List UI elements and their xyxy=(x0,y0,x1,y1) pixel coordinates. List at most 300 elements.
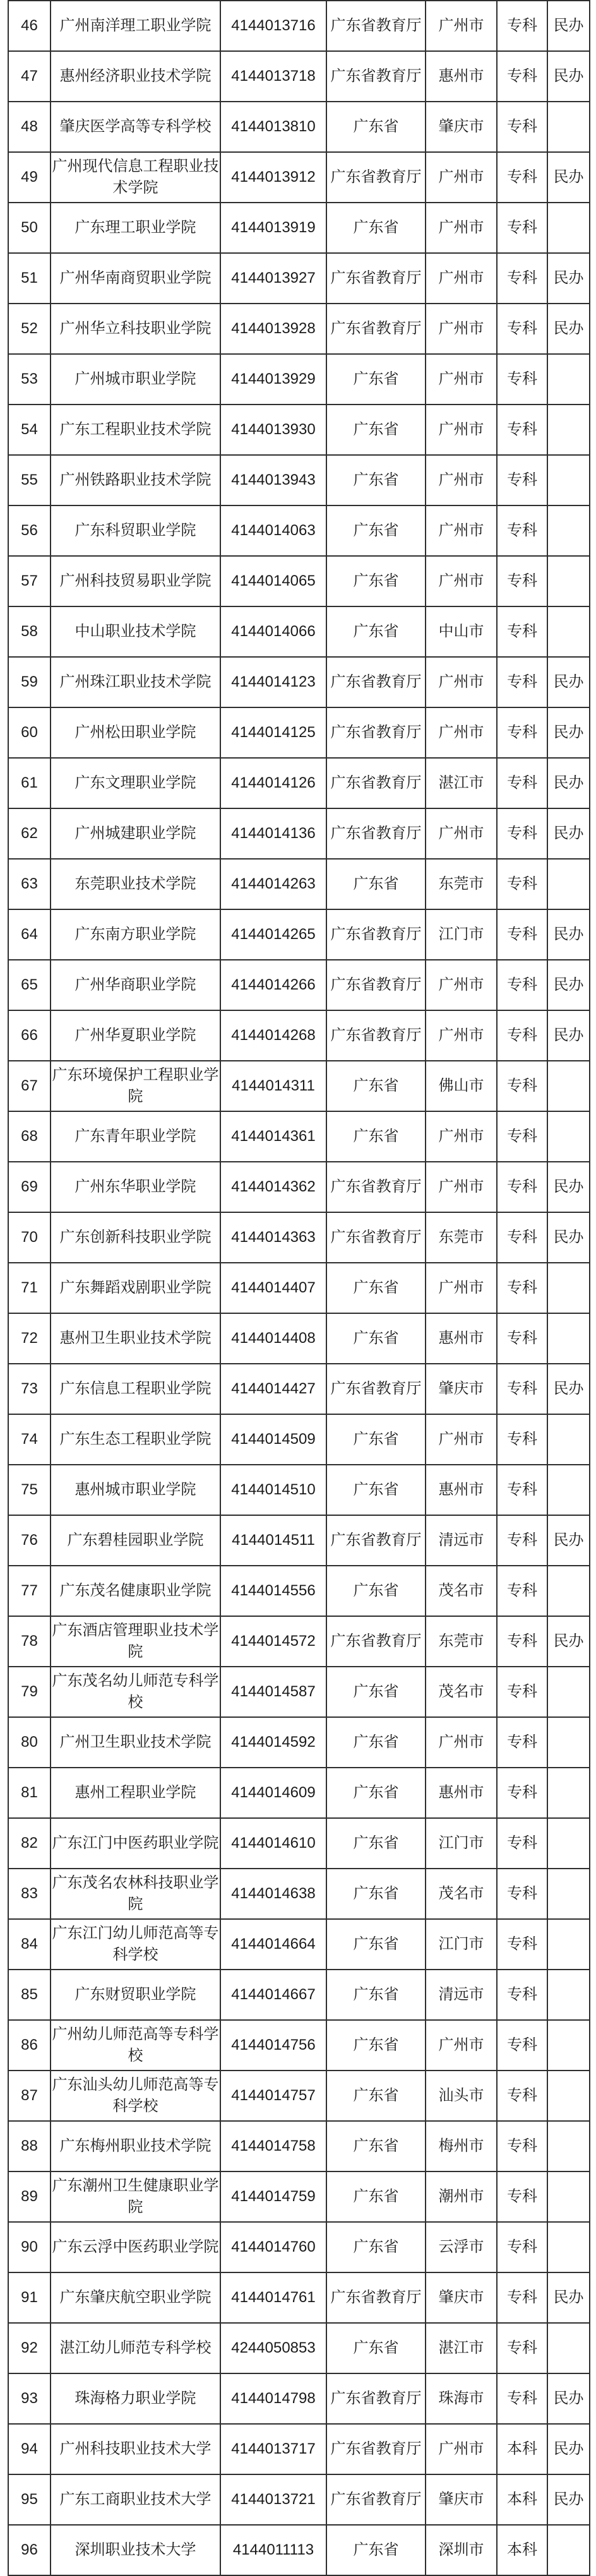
cell-authority: 广东省教育厅 xyxy=(326,1162,426,1212)
cell-city: 广州市 xyxy=(426,1263,497,1313)
table-row xyxy=(8,2525,590,2575)
cell-name: 广州南洋理工职业学院 xyxy=(51,1,220,51)
table-row xyxy=(8,2020,590,2071)
cell-level: 专科 xyxy=(497,2121,547,2171)
table-row xyxy=(8,152,590,203)
cell-ownership: 民办 xyxy=(547,2373,590,2424)
cell-level: 专科 xyxy=(497,2272,547,2323)
cell-authority: 广东省教育厅 xyxy=(326,304,426,354)
cell-seq: 78 xyxy=(8,1616,51,1667)
cell-name: 广州科技职业技术大学 xyxy=(51,2424,220,2474)
cell-level: 专科 xyxy=(497,1010,547,1061)
cell-authority: 广东省 xyxy=(326,1061,426,1111)
cell-ownership xyxy=(547,1818,590,1869)
cell-city: 广州市 xyxy=(426,505,497,556)
cell-level: 专科 xyxy=(497,354,547,405)
cell-seq: 88 xyxy=(8,2121,51,2171)
cell-authority: 广东省 xyxy=(326,556,426,606)
cell-code: 4144014427 xyxy=(220,1364,326,1414)
cell-name: 广州华南商贸职业学院 xyxy=(51,253,220,304)
table-row xyxy=(8,1111,590,1162)
cell-authority: 广东省 xyxy=(326,2071,426,2121)
cell-level: 专科 xyxy=(497,505,547,556)
cell-ownership xyxy=(547,455,590,505)
cell-ownership: 民办 xyxy=(547,253,590,304)
cell-ownership: 民办 xyxy=(547,1616,590,1667)
cell-code: 4144014408 xyxy=(220,1313,326,1364)
cell-code: 4144013930 xyxy=(220,405,326,455)
cell-name: 广州科技贸易职业学院 xyxy=(51,556,220,606)
cell-seq: 95 xyxy=(8,2474,51,2525)
cell-level: 专科 xyxy=(497,1970,547,2020)
table-row xyxy=(8,1717,590,1768)
cell-ownership: 民办 xyxy=(547,51,590,102)
cell-level: 专科 xyxy=(497,1515,547,1566)
cell-code: 4144014266 xyxy=(220,960,326,1010)
cell-ownership xyxy=(547,1061,590,1111)
cell-seq: 60 xyxy=(8,707,51,758)
cell-name: 广州城建职业学院 xyxy=(51,808,220,859)
cell-ownership xyxy=(547,606,590,657)
cell-name: 广东文理职业学院 xyxy=(51,758,220,808)
cell-city: 广州市 xyxy=(426,808,497,859)
cell-seq: 77 xyxy=(8,1566,51,1616)
cell-seq: 49 xyxy=(8,152,51,203)
cell-authority: 广东省教育厅 xyxy=(326,253,426,304)
table-row xyxy=(8,2121,590,2171)
cell-code: 4144014123 xyxy=(220,657,326,707)
cell-seq: 67 xyxy=(8,1061,51,1111)
cell-name: 广东酒店管理职业技术学院 xyxy=(51,1616,220,1667)
cell-level: 专科 xyxy=(497,1919,547,1970)
cell-city: 广州市 xyxy=(426,1,497,51)
cell-city: 茂名市 xyxy=(426,1869,497,1919)
cell-ownership: 民办 xyxy=(547,152,590,203)
cell-city: 广州市 xyxy=(426,405,497,455)
cell-city: 湛江市 xyxy=(426,2323,497,2373)
cell-city: 汕头市 xyxy=(426,2071,497,2121)
cell-level: 专科 xyxy=(497,707,547,758)
cell-level: 专科 xyxy=(497,606,547,657)
table-row xyxy=(8,203,590,253)
table-row xyxy=(8,2474,590,2525)
cell-city: 肇庆市 xyxy=(426,1364,497,1414)
cell-name: 广东工商职业技术大学 xyxy=(51,2474,220,2525)
cell-level: 专科 xyxy=(497,1869,547,1919)
cell-ownership: 民办 xyxy=(547,808,590,859)
cell-code: 4144014268 xyxy=(220,1010,326,1061)
cell-name: 广东创新科技职业学院 xyxy=(51,1212,220,1263)
cell-name: 广州珠江职业技术学院 xyxy=(51,657,220,707)
table-row xyxy=(8,606,590,657)
cell-level: 专科 xyxy=(497,2071,547,2121)
cell-ownership: 民办 xyxy=(547,2424,590,2474)
cell-code: 4144014311 xyxy=(220,1061,326,1111)
cell-name: 广东潮州卫生健康职业学院 xyxy=(51,2171,220,2222)
cell-code: 4144014361 xyxy=(220,1111,326,1162)
cell-code: 4144014362 xyxy=(220,1162,326,1212)
table-row xyxy=(8,1061,590,1111)
cell-code: 4144014587 xyxy=(220,1667,326,1717)
cell-city: 茂名市 xyxy=(426,1566,497,1616)
table-row xyxy=(8,1010,590,1061)
cell-level: 专科 xyxy=(497,1717,547,1768)
cell-level: 专科 xyxy=(497,152,547,203)
cell-authority: 广东省 xyxy=(326,1970,426,2020)
cell-ownership xyxy=(547,2222,590,2272)
table-row xyxy=(8,51,590,102)
cell-ownership: 民办 xyxy=(547,707,590,758)
cell-ownership: 民办 xyxy=(547,1162,590,1212)
cell-seq: 54 xyxy=(8,405,51,455)
cell-level: 专科 xyxy=(497,1212,547,1263)
cell-authority: 广东省教育厅 xyxy=(326,1515,426,1566)
table-row xyxy=(8,405,590,455)
cell-authority: 广东省 xyxy=(326,859,426,909)
cell-authority: 广东省 xyxy=(326,354,426,405)
table-row xyxy=(8,808,590,859)
cell-authority: 广东省 xyxy=(326,1414,426,1465)
table-row xyxy=(8,354,590,405)
cell-level: 专科 xyxy=(497,1566,547,1616)
cell-level: 专科 xyxy=(497,304,547,354)
cell-name: 广东茂名农林科技职业学院 xyxy=(51,1869,220,1919)
cell-seq: 58 xyxy=(8,606,51,657)
cell-ownership xyxy=(547,203,590,253)
cell-city: 中山市 xyxy=(426,606,497,657)
cell-name: 广州现代信息工程职业技术学院 xyxy=(51,152,220,203)
cell-seq: 82 xyxy=(8,1818,51,1869)
cell-code: 4144013927 xyxy=(220,253,326,304)
cell-ownership xyxy=(547,1919,590,1970)
cell-seq: 51 xyxy=(8,253,51,304)
cell-level: 专科 xyxy=(497,909,547,960)
cell-level: 专科 xyxy=(497,960,547,1010)
cell-name: 广东舞蹈戏剧职业学院 xyxy=(51,1263,220,1313)
cell-name: 广州松田职业学院 xyxy=(51,707,220,758)
cell-seq: 79 xyxy=(8,1667,51,1717)
cell-ownership: 民办 xyxy=(547,960,590,1010)
cell-seq: 53 xyxy=(8,354,51,405)
cell-code: 4144014638 xyxy=(220,1869,326,1919)
cell-authority: 广东省 xyxy=(326,455,426,505)
cell-city: 惠州市 xyxy=(426,1465,497,1515)
cell-authority: 广东省教育厅 xyxy=(326,1010,426,1061)
cell-authority: 广东省教育厅 xyxy=(326,808,426,859)
cell-ownership xyxy=(547,505,590,556)
cell-city: 肇庆市 xyxy=(426,102,497,152)
cell-code: 4144013912 xyxy=(220,152,326,203)
cell-ownership xyxy=(547,1768,590,1818)
cell-name: 广东环境保护工程职业学院 xyxy=(51,1061,220,1111)
cell-level: 本科 xyxy=(497,2424,547,2474)
cell-city: 江门市 xyxy=(426,1818,497,1869)
cell-code: 4144014509 xyxy=(220,1414,326,1465)
cell-seq: 63 xyxy=(8,859,51,909)
cell-seq: 56 xyxy=(8,505,51,556)
cell-level: 专科 xyxy=(497,2373,547,2424)
cell-level: 专科 xyxy=(497,1414,547,1465)
cell-code: 4144013919 xyxy=(220,203,326,253)
cell-ownership xyxy=(547,1263,590,1313)
table-row xyxy=(8,455,590,505)
cell-code: 4144014407 xyxy=(220,1263,326,1313)
table-row xyxy=(8,2071,590,2121)
cell-seq: 93 xyxy=(8,2373,51,2424)
cell-city: 清远市 xyxy=(426,1970,497,2020)
cell-ownership xyxy=(547,1970,590,2020)
cell-level: 专科 xyxy=(497,102,547,152)
cell-seq: 65 xyxy=(8,960,51,1010)
cell-name: 广东信息工程职业学院 xyxy=(51,1364,220,1414)
cell-code: 4144013929 xyxy=(220,354,326,405)
cell-name: 广州幼儿师范高等专科学校 xyxy=(51,2020,220,2071)
cell-code: 4144014066 xyxy=(220,606,326,657)
cell-level: 专科 xyxy=(497,1667,547,1717)
cell-level: 专科 xyxy=(497,1111,547,1162)
table-row xyxy=(8,707,590,758)
cell-code: 4144014572 xyxy=(220,1616,326,1667)
cell-authority: 广东省教育厅 xyxy=(326,152,426,203)
cell-ownership xyxy=(547,1717,590,1768)
cell-level: 专科 xyxy=(497,203,547,253)
cell-ownership xyxy=(547,405,590,455)
cell-ownership: 民办 xyxy=(547,1,590,51)
cell-city: 湛江市 xyxy=(426,758,497,808)
table-row xyxy=(8,1515,590,1566)
cell-city: 深圳市 xyxy=(426,2525,497,2575)
cell-city: 茂名市 xyxy=(426,1667,497,1717)
table-row xyxy=(8,1616,590,1667)
cell-authority: 广东省 xyxy=(326,2121,426,2171)
cell-city: 广州市 xyxy=(426,152,497,203)
cell-ownership xyxy=(547,2323,590,2373)
cell-seq: 87 xyxy=(8,2071,51,2121)
table-row xyxy=(8,1313,590,1364)
cell-name: 广州铁路职业技术学院 xyxy=(51,455,220,505)
cell-code: 4144014760 xyxy=(220,2222,326,2272)
cell-seq: 94 xyxy=(8,2424,51,2474)
cell-code: 4144014263 xyxy=(220,859,326,909)
cell-ownership xyxy=(547,1313,590,1364)
cell-name: 广州华立科技职业学院 xyxy=(51,304,220,354)
cell-ownership: 民办 xyxy=(547,758,590,808)
cell-name: 广东财贸职业学院 xyxy=(51,1970,220,2020)
cell-level: 专科 xyxy=(497,1818,547,1869)
cell-code: 4144014136 xyxy=(220,808,326,859)
cell-name: 广州卫生职业技术学院 xyxy=(51,1717,220,1768)
cell-authority: 广东省 xyxy=(326,1717,426,1768)
table-row xyxy=(8,2171,590,2222)
cell-code: 4144014798 xyxy=(220,2373,326,2424)
cell-city: 肇庆市 xyxy=(426,2272,497,2323)
cell-ownership xyxy=(547,1111,590,1162)
cell-seq: 57 xyxy=(8,556,51,606)
cell-city: 肇庆市 xyxy=(426,2474,497,2525)
cell-name: 广东江门幼儿师范高等专科学校 xyxy=(51,1919,220,1970)
cell-ownership xyxy=(547,2171,590,2222)
cell-city: 江门市 xyxy=(426,909,497,960)
cell-authority: 广东省 xyxy=(326,102,426,152)
table-row xyxy=(8,1919,590,1970)
cell-seq: 91 xyxy=(8,2272,51,2323)
cell-code: 4144014667 xyxy=(220,1970,326,2020)
cell-city: 广州市 xyxy=(426,1010,497,1061)
cell-ownership: 民办 xyxy=(547,1212,590,1263)
table-row xyxy=(8,2323,590,2373)
cell-name: 广东茂名健康职业学院 xyxy=(51,1566,220,1616)
cell-name: 广东江门中医药职业学院 xyxy=(51,1818,220,1869)
cell-ownership xyxy=(547,102,590,152)
cell-name: 深圳职业技术大学 xyxy=(51,2525,220,2575)
cell-level: 专科 xyxy=(497,1364,547,1414)
cell-level: 专科 xyxy=(497,405,547,455)
cell-authority: 广东省 xyxy=(326,2323,426,2373)
cell-ownership: 民办 xyxy=(547,1364,590,1414)
cell-seq: 86 xyxy=(8,2020,51,2071)
cell-name: 广东梅州职业技术学院 xyxy=(51,2121,220,2171)
table-row xyxy=(8,505,590,556)
cell-seq: 80 xyxy=(8,1717,51,1768)
cell-level: 专科 xyxy=(497,455,547,505)
cell-city: 广州市 xyxy=(426,1162,497,1212)
cell-seq: 52 xyxy=(8,304,51,354)
cell-ownership: 民办 xyxy=(547,909,590,960)
table-row xyxy=(8,657,590,707)
table-row xyxy=(8,102,590,152)
cell-code: 4144014125 xyxy=(220,707,326,758)
cell-code: 4144014664 xyxy=(220,1919,326,1970)
cell-authority: 广东省 xyxy=(326,405,426,455)
cell-seq: 68 xyxy=(8,1111,51,1162)
cell-level: 专科 xyxy=(497,657,547,707)
cell-seq: 59 xyxy=(8,657,51,707)
university-table-body xyxy=(8,1,590,2575)
cell-code: 4144014761 xyxy=(220,2272,326,2323)
cell-seq: 46 xyxy=(8,1,51,51)
cell-city: 广州市 xyxy=(426,203,497,253)
cell-ownership xyxy=(547,2525,590,2575)
cell-authority: 广东省教育厅 xyxy=(326,1212,426,1263)
cell-name: 湛江幼儿师范专科学校 xyxy=(51,2323,220,2373)
cell-level: 专科 xyxy=(497,2171,547,2222)
cell-name: 惠州城市职业学院 xyxy=(51,1465,220,1515)
cell-ownership xyxy=(547,1465,590,1515)
cell-authority: 广东省 xyxy=(326,1818,426,1869)
cell-seq: 70 xyxy=(8,1212,51,1263)
cell-city: 广州市 xyxy=(426,304,497,354)
cell-city: 东莞市 xyxy=(426,859,497,909)
cell-code: 4144013718 xyxy=(220,51,326,102)
cell-level: 专科 xyxy=(497,51,547,102)
cell-name: 东莞职业技术学院 xyxy=(51,859,220,909)
cell-code: 4144014756 xyxy=(220,2020,326,2071)
cell-name: 惠州工程职业学院 xyxy=(51,1768,220,1818)
cell-authority: 广东省 xyxy=(326,2171,426,2222)
cell-city: 珠海市 xyxy=(426,2373,497,2424)
cell-name: 广东青年职业学院 xyxy=(51,1111,220,1162)
cell-city: 梅州市 xyxy=(426,2121,497,2171)
cell-code: 4144014610 xyxy=(220,1818,326,1869)
table-row xyxy=(8,2373,590,2424)
cell-ownership xyxy=(547,1414,590,1465)
cell-authority: 广东省教育厅 xyxy=(326,758,426,808)
table-row xyxy=(8,1364,590,1414)
cell-code: 4144014065 xyxy=(220,556,326,606)
cell-code: 4144014363 xyxy=(220,1212,326,1263)
cell-authority: 广东省 xyxy=(326,505,426,556)
cell-authority: 广东省 xyxy=(326,1263,426,1313)
cell-seq: 64 xyxy=(8,909,51,960)
cell-authority: 广东省 xyxy=(326,1768,426,1818)
cell-authority: 广东省 xyxy=(326,2020,426,2071)
cell-authority: 广东省教育厅 xyxy=(326,909,426,960)
cell-city: 广州市 xyxy=(426,2424,497,2474)
cell-name: 广东云浮中医药职业学院 xyxy=(51,2222,220,2272)
table-row xyxy=(8,1970,590,2020)
cell-seq: 71 xyxy=(8,1263,51,1313)
cell-authority: 广东省教育厅 xyxy=(326,2474,426,2525)
cell-name: 中山职业技术学院 xyxy=(51,606,220,657)
table-row xyxy=(8,2272,590,2323)
cell-name: 广东茂名幼儿师范专科学校 xyxy=(51,1667,220,1717)
cell-authority: 广东省教育厅 xyxy=(326,51,426,102)
cell-city: 广州市 xyxy=(426,657,497,707)
table-row xyxy=(8,1667,590,1717)
cell-ownership xyxy=(547,354,590,405)
cell-seq: 84 xyxy=(8,1919,51,1970)
cell-city: 广州市 xyxy=(426,1717,497,1768)
cell-ownership xyxy=(547,1667,590,1717)
cell-name: 广东生态工程职业学院 xyxy=(51,1414,220,1465)
cell-code: 4144014759 xyxy=(220,2171,326,2222)
cell-seq: 72 xyxy=(8,1313,51,1364)
cell-ownership: 民办 xyxy=(547,2272,590,2323)
cell-authority: 广东省 xyxy=(326,1313,426,1364)
cell-authority: 广东省 xyxy=(326,203,426,253)
cell-name: 广州城市职业学院 xyxy=(51,354,220,405)
table-row xyxy=(8,1212,590,1263)
cell-name: 广州华夏职业学院 xyxy=(51,1010,220,1061)
cell-seq: 69 xyxy=(8,1162,51,1212)
cell-ownership xyxy=(547,1566,590,1616)
table-row xyxy=(8,1768,590,1818)
cell-name: 惠州卫生职业技术学院 xyxy=(51,1313,220,1364)
cell-code: 4144013721 xyxy=(220,2474,326,2525)
cell-level: 专科 xyxy=(497,1768,547,1818)
cell-level: 专科 xyxy=(497,1263,547,1313)
cell-code: 4144014265 xyxy=(220,909,326,960)
cell-city: 广州市 xyxy=(426,1414,497,1465)
table-row xyxy=(8,1414,590,1465)
cell-city: 广州市 xyxy=(426,2020,497,2071)
cell-authority: 广东省教育厅 xyxy=(326,707,426,758)
cell-ownership: 民办 xyxy=(547,657,590,707)
cell-ownership xyxy=(547,1869,590,1919)
cell-seq: 73 xyxy=(8,1364,51,1414)
table-row xyxy=(8,2424,590,2474)
cell-authority: 广东省 xyxy=(326,1111,426,1162)
cell-code: 4144014592 xyxy=(220,1717,326,1768)
cell-name: 广东肇庆航空职业学院 xyxy=(51,2272,220,2323)
cell-city: 广州市 xyxy=(426,354,497,405)
table-row xyxy=(8,304,590,354)
university-list-table xyxy=(8,0,590,2576)
cell-ownership: 民办 xyxy=(547,2474,590,2525)
cell-city: 潮州市 xyxy=(426,2171,497,2222)
table-row xyxy=(8,2222,590,2272)
cell-seq: 74 xyxy=(8,1414,51,1465)
